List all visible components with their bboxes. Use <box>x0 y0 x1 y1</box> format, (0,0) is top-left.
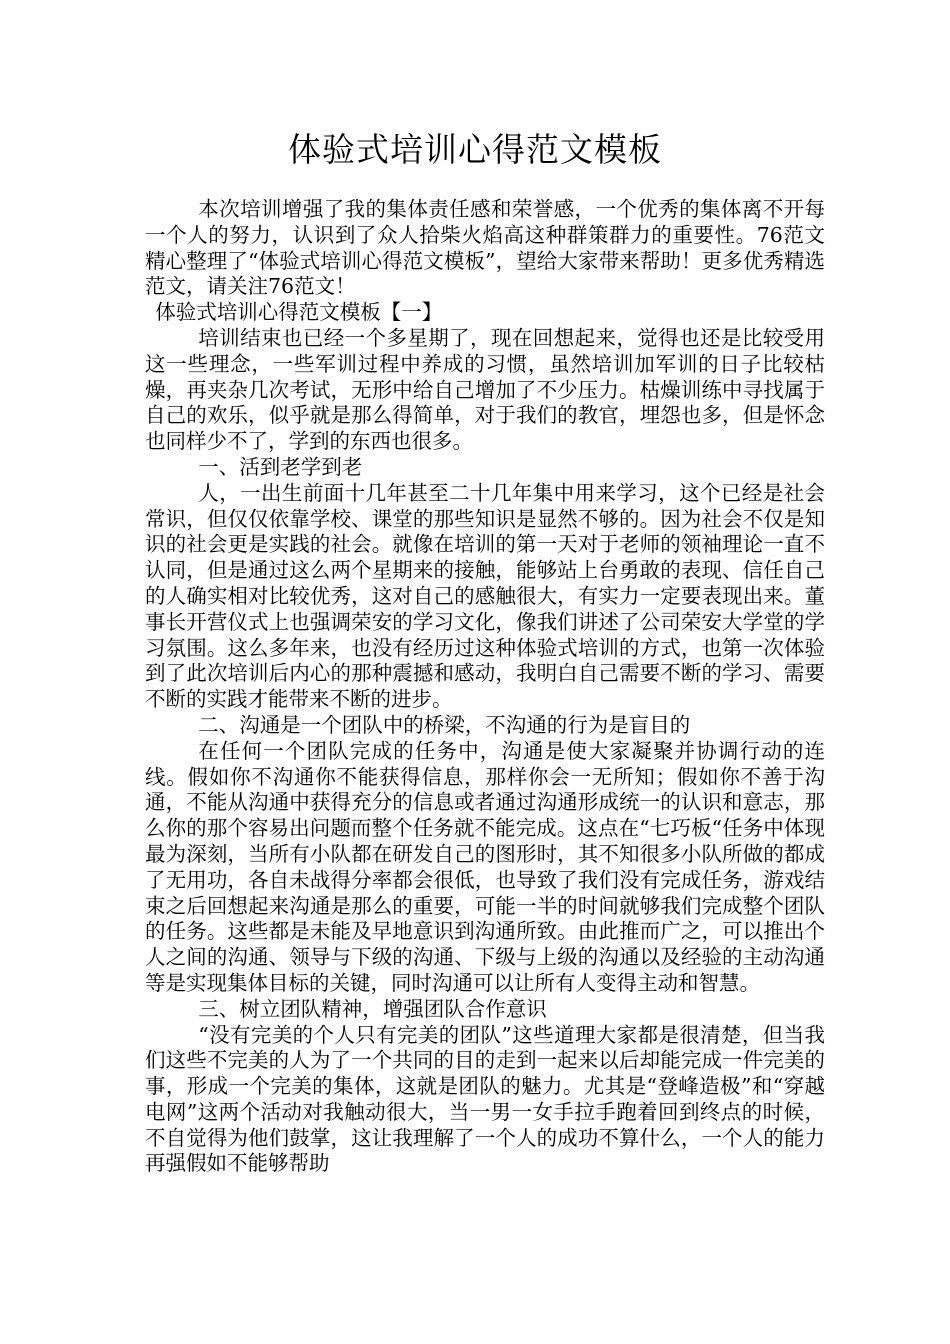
page-title: 体验式培训心得范文模板 <box>288 130 662 169</box>
subheading: 二、沟通是一个团队中的桥梁，不沟通的行为是盲目的 <box>198 712 691 737</box>
subheading: 一、活到老学到老 <box>198 454 363 479</box>
intro-paragraph: 本次培训增强了我的集体责任感和荣誉感，一个优秀的集体离不开每一个人的努力，认识到了众人拾柴火焰高这种群策群力的重要性。76范文精心整理了“体验式培训心得范文模板”，望给大家带来帮助！更多优秀精选范文，请关注76范文！ <box>145 197 825 299</box>
section-title: 体验式培训心得范文模板【一】 <box>155 300 443 325</box>
body-paragraph: “没有完美的个人只有完美的团队”这些道理大家都是很清楚，但当我们这些不完美的人为了一个共同的目的走到一起来以后却能完成一件完美的事，形成一个完美的集体，这就是团队的魅力。尤其是“登峰造极”和“穿越电网”这两个活动对我触动很大，当一男一女手拉手跑着回到终点的时候，不自觉得为他们鼓掌，这让我理解了一个人的成功不算什么，一个人的能力再强假如不能够帮助 <box>145 1022 825 1176</box>
body-paragraph: 在任何一个团队完成的任务中，沟通是使大家凝聚并协调行动的连线。假如你不沟通你不能获得信息，那样你会一无所知；假如你不善于沟通，不能从沟通中获得充分的信息或者通过沟通形成统一的认识和意志，那么你的那个容易出问题而整个任务就不能完成。这点在“七巧板“任务中体现最为深刻，当所有小队都在研发自己的图形时，其不知很多小队所做的都成了无用功，各自未战得分率都会很低，也导致了我们没有完成任务，游戏结束之后回想起来沟通是那么的重要，可能一半的时间就够我们完成整个团队的任务。这些都是未能及早地意识到沟通所致。由此推而广之，可以推出个人之间的沟通、领导与下级的沟通、下级与上级的沟通以及经验的主动沟通等是实现集体目标的关键，同时沟通可以让所有人变得主动和智慧。 <box>145 738 825 995</box>
subheading: 三、树立团队精神，增强团队合作意识 <box>198 996 547 1021</box>
body-paragraph: 人，一出生前面十几年甚至二十几年集中用来学习，这个已经是社会常识，但仅仅依靠学校、课堂的那些知识是显然不够的。因为社会不仅是知识的社会更是实践的社会。就像在培训的第一天对于老师的领袖理论一直不认同，但是通过这么两个星期来的接触，能够站上台勇敢的表现、信任自己的人确实相对比较优秀，这对自己的感触很大，有实力一定要表现出来。董事长开营仪式上也强调荣安的学习文化，像我们讲述了公司荣安大学堂的学习氛围。这么多年来，也没有经历过这种体验式培训的方式，也第一次体验到了此次培训后内心的那种震撼和感动，我明白自己需要不断的学习、需要不断的实践才能带来不断的进步。 <box>145 480 825 712</box>
document-body <box>145 197 825 1177</box>
body-paragraph: 培训结束也已经一个多星期了，现在回想起来，觉得也还是比较受用这一些理念，一些军训过程中养成的习惯，虽然培训加军训的日子比较枯燥，再夹杂几次考试，无形中给自己增加了不少压力。枯燥训练中寻找属于自己的欢乐，似乎就是那么得简单，对于我们的教官，埋怨也多，但是怀念也同样少不了，学到的东西也很多。 <box>145 325 825 454</box>
